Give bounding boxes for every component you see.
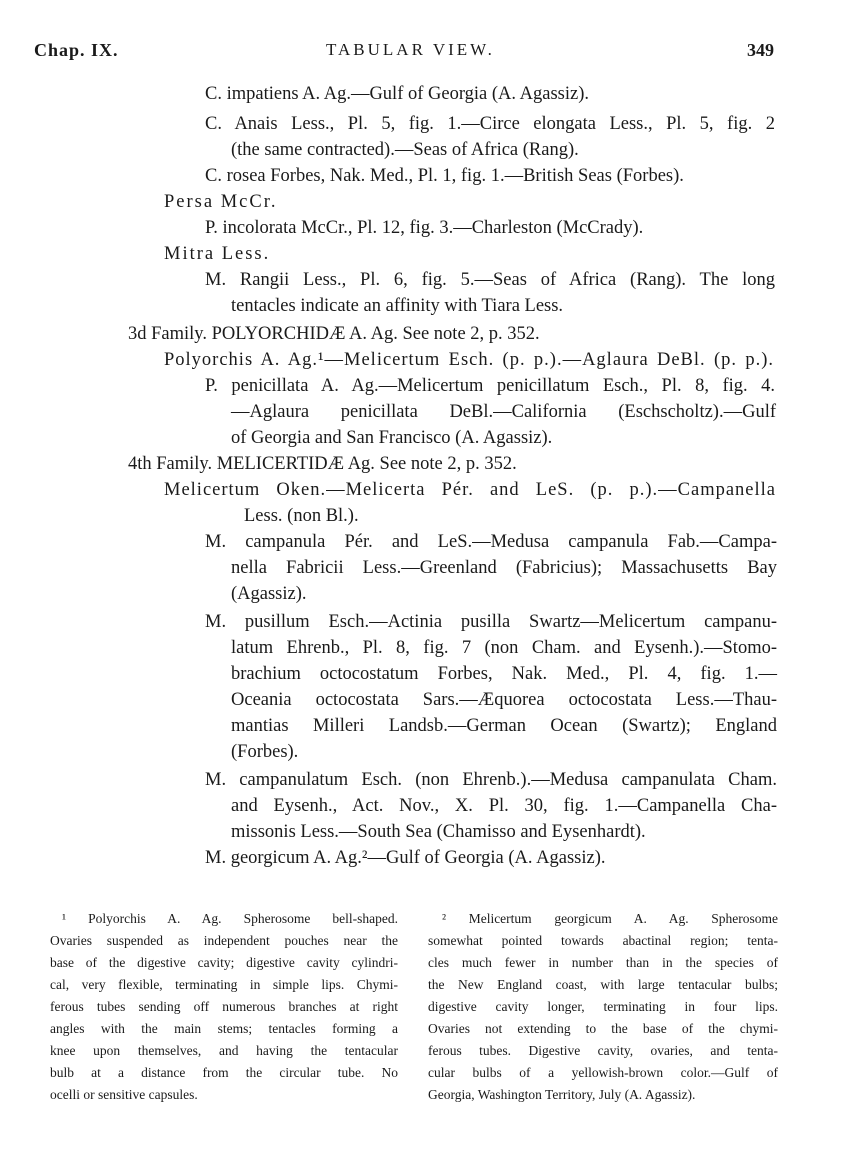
footnote-line: ferous tubes sending off numerous branches at right <box>50 999 398 1014</box>
footnote-line: cles much fewer in number than in the species of <box>428 955 778 970</box>
entry-line: missonis Less.—South Sea (Chamisso and Eysenhardt). <box>231 822 646 842</box>
family-heading: 4th Family. MELICERTIDÆ Ag. See note 2, p. 352. <box>128 454 517 474</box>
running-header <box>0 40 850 70</box>
footnote-line: ² Melicertum georgicum A. Ag. Spherosome <box>442 911 778 926</box>
chapter-label: Chap. IX. <box>34 40 119 60</box>
entry-line: (the same contracted).—Seas of Africa (Rang). <box>231 140 579 160</box>
entry-line: brachium octocostatum Forbes, Nak. Med., Pl. 4, fig. 1.— <box>231 664 777 684</box>
footnote-line: Ovaries not extending to the base of the chymi- <box>428 1021 778 1036</box>
footnote-line: cal, very flexible, terminating in simple lips. Chymi- <box>50 977 398 992</box>
footnote-line: ferous tubes. Digestive cavity, ovaries, and tenta- <box>428 1043 778 1058</box>
entry-line: tentacles indicate an affinity with Tiara Less. <box>231 296 564 316</box>
running-title: TABULAR VIEW. <box>326 40 495 59</box>
entry-line: C. rosea Forbes, Nak. Med., Pl. 1, fig. 1.—British Seas (Forbes). <box>205 166 684 186</box>
entry-line: M. campanula Pér. and LeS.—Medusa campanula Fab.—Campa- <box>205 532 777 552</box>
family-heading: 3d Family. POLYORCHIDÆ A. Ag. See note 2, p. 352. <box>128 324 540 344</box>
footnote-line: cular bulbs of a yellowish-brown color.—Gulf of <box>428 1065 778 1080</box>
entry-line: Oceania octocostata Sars.—Æquorea octocostata Less.—Thau- <box>231 690 777 710</box>
footnote-line: Ovaries suspended as independent pouches near the <box>50 933 398 948</box>
footnote-line: base of the digestive cavity; digestive cavity cylindri- <box>50 955 398 970</box>
genus-heading: Mitra Less. <box>164 244 271 264</box>
entry-line: nella Fabricii Less.—Greenland (Fabricius); Massachusetts Bay <box>231 558 777 578</box>
entry-line: and Eysenh., Act. Nov., X. Pl. 30, fig. 1.—Campanella Cha- <box>231 796 777 816</box>
entry-line: mantias Milleri Landsb.—German Ocean (Swartz); England <box>231 716 777 736</box>
entry-line: M. georgicum A. Ag.²—Gulf of Georgia (A. Agassiz). <box>205 848 606 868</box>
entry-line: latum Ehrenb., Pl. 8, fig. 7 (non Cham. and Eysenh.).—Stomo- <box>231 638 777 658</box>
footnote-line: knee upon themselves, and having the tentacular <box>50 1043 398 1058</box>
entry-line: M. campanulatum Esch. (non Ehrenb.).—Medusa campanulata Cham. <box>205 770 777 790</box>
entry-line: C. Anais Less., Pl. 5, fig. 1.—Circe elongata Less., Pl. 5, fig. 2 <box>205 114 775 134</box>
footnote-line: digestive cavity longer, terminating in four lips. <box>428 999 778 1014</box>
footnote-line: bulb at a distance from the circular tube. No <box>50 1065 398 1080</box>
genus-heading: Persa McCr. <box>164 192 278 212</box>
entry-line: P. penicillata A. Ag.—Melicertum penicillatum Esch., Pl. 8, fig. 4. <box>205 376 775 396</box>
footnote-line: the New England coast, with large tentacular bulbs; <box>428 977 778 992</box>
entry-line: (Agassiz). <box>231 584 307 604</box>
entry-line: (Forbes). <box>231 742 299 762</box>
genus-heading: Melicertum Oken.—Melicerta Pér. and LeS. (p. p.).—Campanella <box>164 480 776 500</box>
footnote-line: somewhat pointed towards abactinal region; tenta- <box>428 933 778 948</box>
entry-line: C. impatiens A. Ag.—Gulf of Georgia (A. Agassiz). <box>205 84 590 104</box>
entry-line: of Georgia and San Francisco (A. Agassiz). <box>231 428 553 448</box>
page-number: 349 <box>747 40 774 60</box>
footnote-line: Georgia, Washington Territory, July (A. Agassiz). <box>428 1087 696 1102</box>
footnote-line: ocelli or sensitive capsules. <box>50 1087 198 1102</box>
footnote-line: angles with the main stems; tentacles forming a <box>50 1021 398 1036</box>
entry-line: M. Rangii Less., Pl. 6, fig. 5.—Seas of Africa (Rang). The long <box>205 270 775 290</box>
footnote-line: ¹ Polyorchis A. Ag. Spherosome bell-shaped. <box>62 911 398 926</box>
entry-line: —Aglaura penicillata DeBl.—California (Eschscholtz).—Gulf <box>231 402 776 422</box>
genus-heading: Polyorchis A. Ag.¹—Melicertum Esch. (p. p.).—Aglaura DeBl. (p. p.). <box>164 350 774 370</box>
entry-line: M. pusillum Esch.—Actinia pusilla Swartz—Melicertum campanu- <box>205 612 777 632</box>
entry-line: P. incolorata McCr., Pl. 12, fig. 3.—Charleston (McCrady). <box>205 218 644 238</box>
entry-line: Less. (non Bl.). <box>244 506 359 526</box>
